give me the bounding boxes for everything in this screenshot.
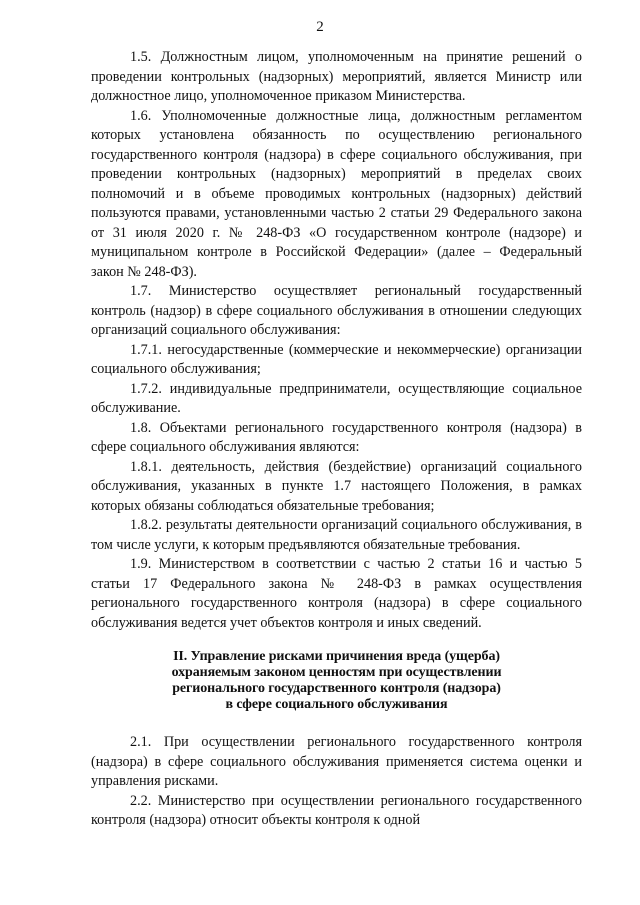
paragraph-2-2: 2.2. Министерство при осуществлении регионального государственного контроля (надзора) относит объекты контроля к одной (91, 792, 582, 828)
paragraph-1-8-1: 1.8.1. деятельность, действия (бездействие) организаций социального обслуживания, указанных в пункте 1.7 настоящего Положения, в рамках которых обязаны соблюдаться обязательные требования; (91, 458, 582, 514)
paragraph-1-9: 1.9. Министерством в соответствии с частью 2 статьи 16 и частью 5 статьи 17 Федерального закона № 248-ФЗ в рамках осуществления регионального государственного контроля (надзора) в сфере социального обслуживания ведется учет объектов контроля и иных сведений. (91, 556, 582, 631)
section-heading-line: охраняемым законом ценностям при осуществлении (171, 665, 502, 680)
section-heading-line: регионального государственного контроля (надзора) (172, 681, 501, 696)
paragraph-2-1: 2.1. При осуществлении регионального государственного контроля (надзора) в сфере социального обслуживания применяется система оценки и управления рисками. (91, 734, 582, 789)
paragraph-1-5: 1.5. Должностным лицом, уполномоченным на принятие решений о проведении контрольных (надзорных) мероприятий, является Министр или должностное лицо, уполномоченное приказом Министерства. (91, 49, 582, 104)
paragraph-1-6: 1.6. Уполномоченные должностные лица, должностным регламентом которых установлена обязанность по осуществлению регионального государственного контроля (надзора) в сфере социального обслуживания, при проведении контрольных (надзорных) мероприятий в пределах своих полномочий и в объеме проводимых контрольных (надзорных) действий пользуются правами, установленными частью 2 статьи 29 Федерального закона от 31 июля 2020 г. № 248-ФЗ «О государственном контроле (надзоре) и муниципальном контроле в Российской Федерации» (далее – Федеральный закон № 248-ФЗ). (91, 107, 582, 280)
paragraph-1-7-2: 1.7.2. индивидуальные предприниматели, осуществляющие социальное обслуживание. (91, 380, 582, 416)
paragraph-1-8-2: 1.8.2. результаты деятельности организаций социального обслуживания, в том числе услуги, к которым предъявляются обязательные требования. (91, 517, 582, 553)
paragraph-1-7-1: 1.7.1. негосударственные (коммерческие и некоммерческие) организации социального обслуживания; (91, 341, 582, 377)
document-body (91, 48, 582, 831)
paragraph-1-8: 1.8. Объектами регионального государственного контроля (надзора) в сфере социального обслуживания являются: (91, 419, 582, 455)
section-heading-line: II. Управление рисками причинения вреда (ущерба) (173, 649, 500, 664)
section-heading (91, 649, 582, 713)
page-number: 2 (316, 19, 324, 35)
paragraph-1-7: 1.7. Министерство осуществляет региональный государственный контроль (надзор) в сфере социального обслуживания в отношении следующих организаций социального обслуживания: (91, 283, 582, 338)
section-heading-line: в сфере социального обслуживания (225, 697, 448, 712)
